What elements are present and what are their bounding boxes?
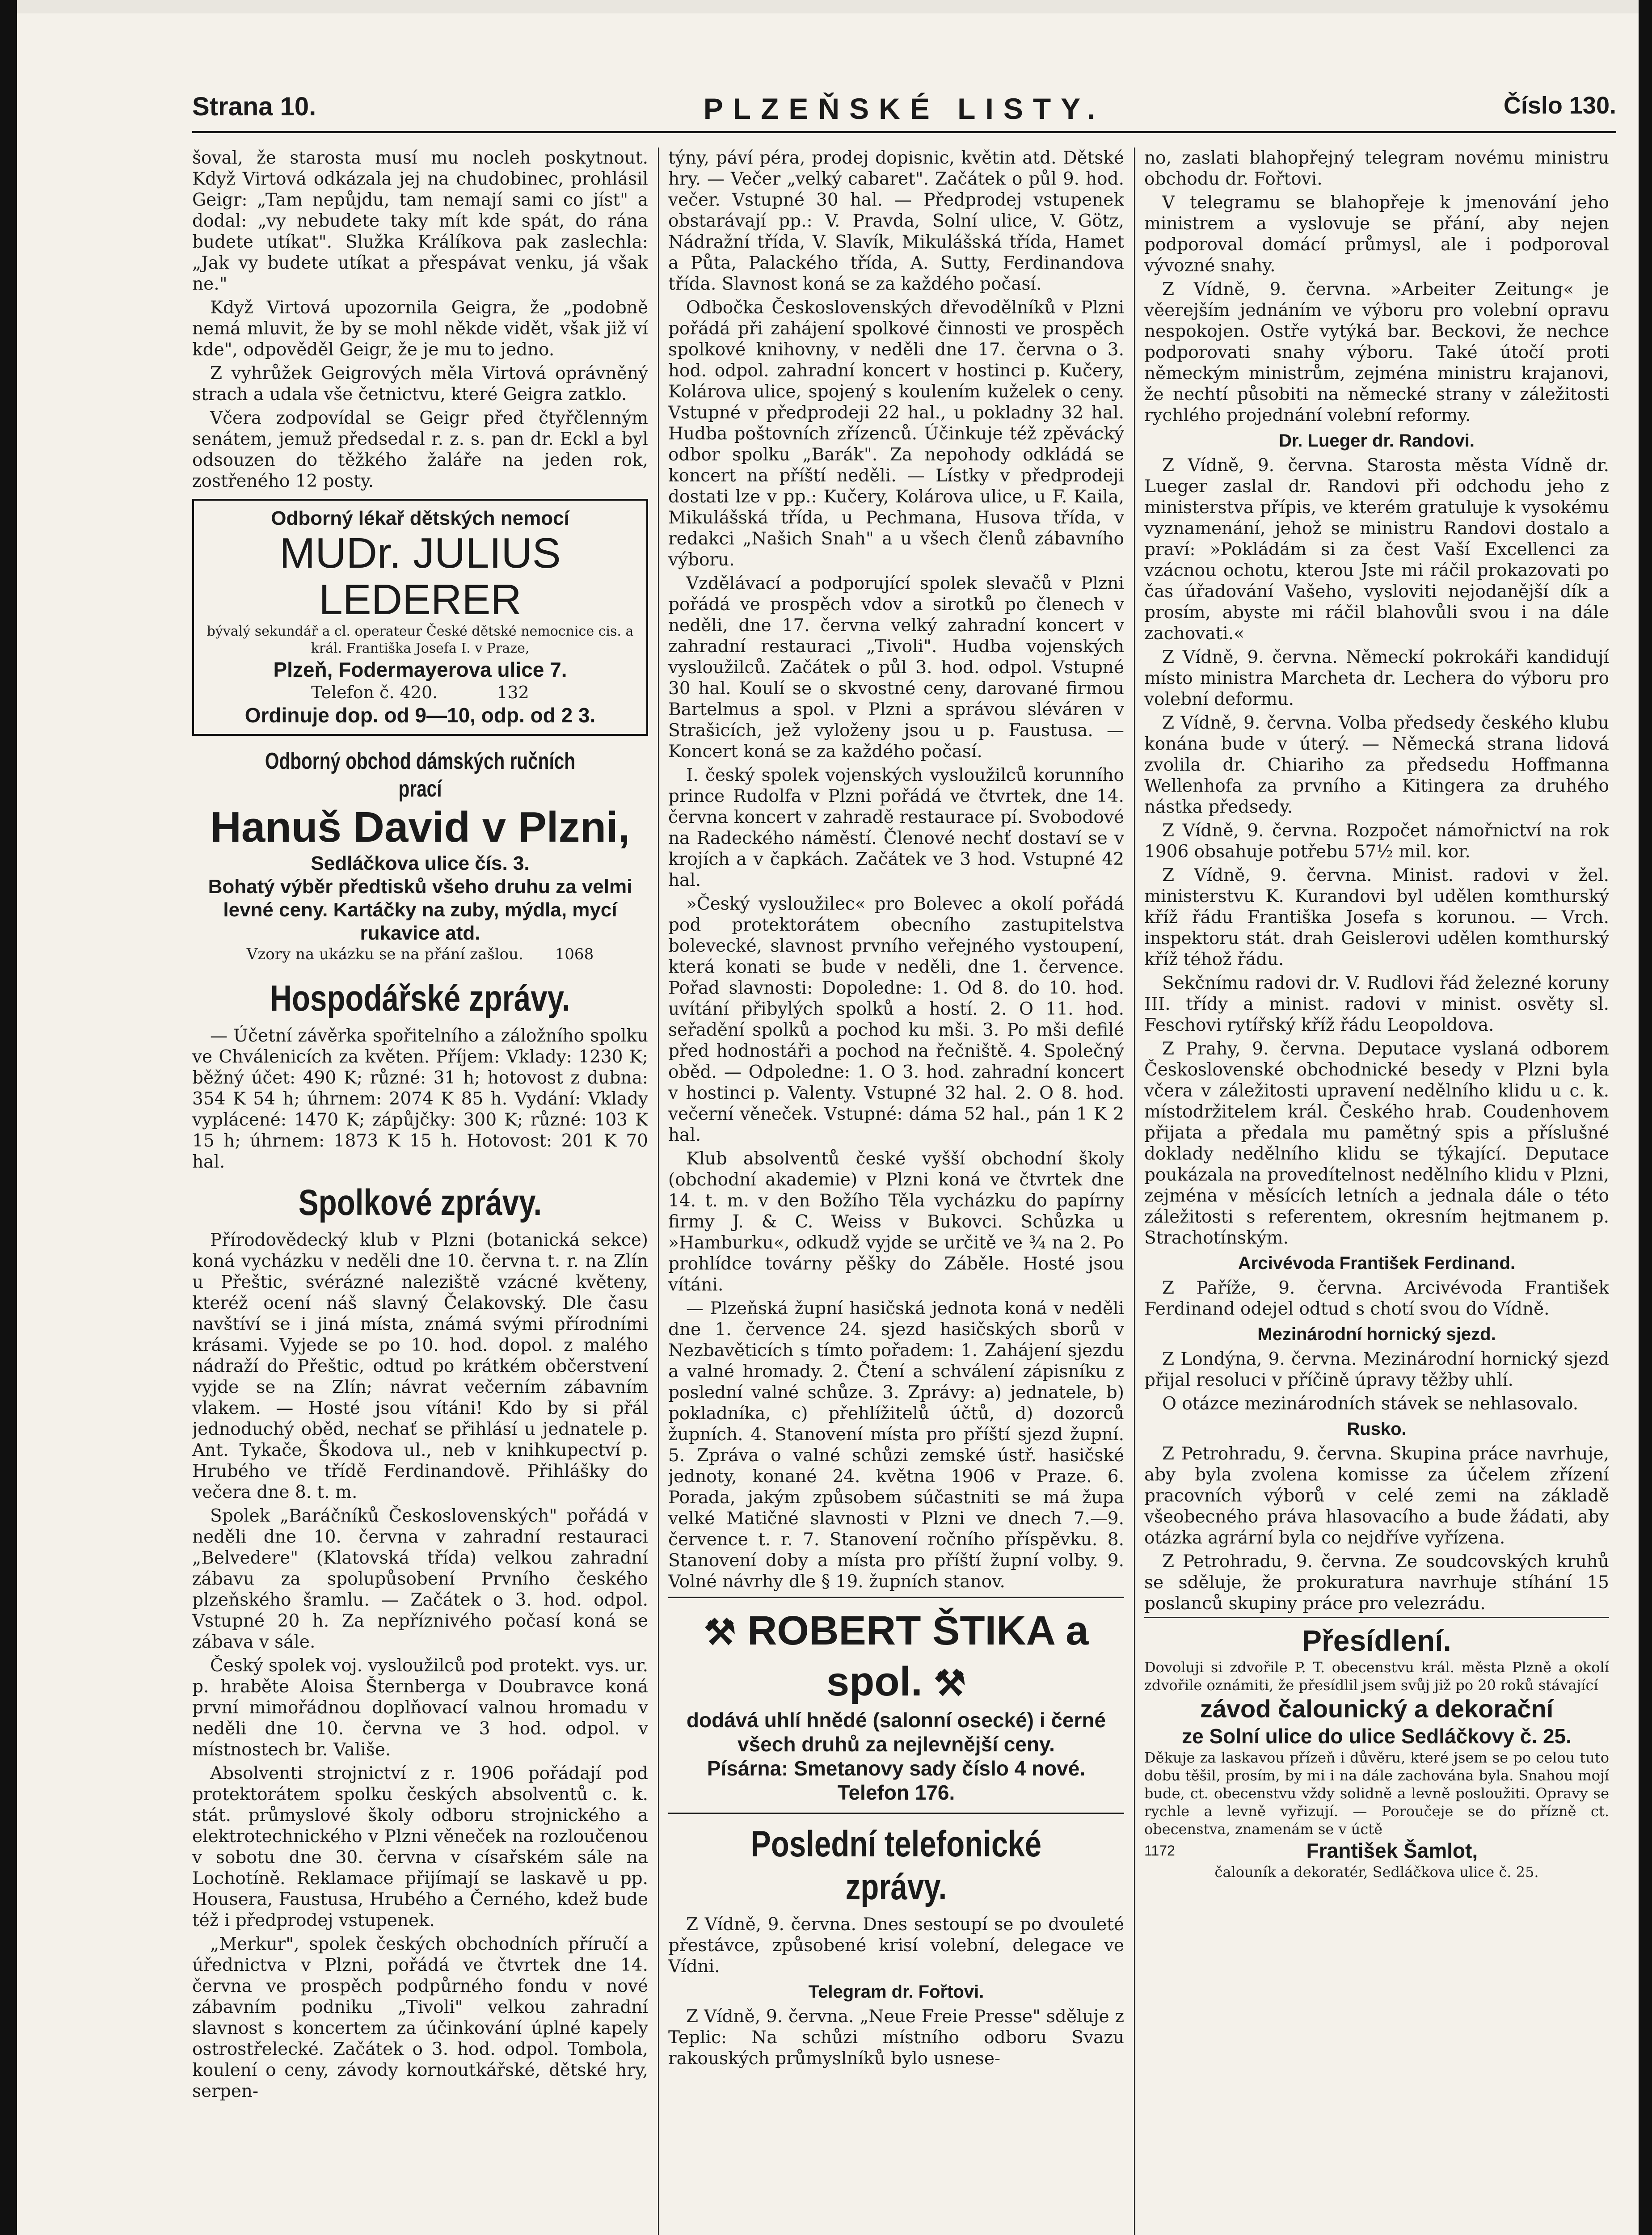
advertisement-stika	[668, 1606, 1124, 1805]
column-divider	[658, 148, 659, 2235]
ad-body: Dovoluji si zdvořile P. T. obecenstvu král. města Plzně a okolí zdvořile oznámiti, že přesídlil jsem svůj již po 20 roků stávající	[1144, 1659, 1609, 1694]
article-paragraph: Z vyhrůžek Geigrových měla Virtová oprávněný strach a udala vše četnictvu, které Geigra zatklo.	[192, 363, 648, 405]
header-rule	[192, 131, 1616, 133]
article-heading: Arcivévoda František Ferdinand.	[1238, 1253, 1516, 1273]
newspaper-title: PLZEŇSKÉ LISTY.	[703, 92, 1105, 125]
column-3	[1144, 148, 1609, 2235]
scan-right-edge	[1639, 0, 1652, 2235]
article-paragraph: — Účetní závěrka spořitelního a záložního spolku ve Chválenicích za květen. Příjem: Vklady: 1230 K; běžný účet: 490 K; různé: 31 h; hotovost z dubna: 354 K 54 h; úhrnem: 2074 K 85 h. Vydání: Vklady vyplácené: 1470 K; zápůjčky: 300 K; různé: 103 K 15 h; úhrnem: 1873 K 15 h. Hotovost: 201 K 70 hal.	[192, 1026, 648, 1172]
article-paragraph: Z Vídně, 9. června. Starosta města Vídně dr. Lueger zaslal dr. Randovi při odchodu jeho z ministerstva přípis, ve kterém gratuluje k vysokému vyznamenání, jehož se ministru Randovi dostalo a praví: »Pokládám si za čest Vaší Excellenci za vzácnou ochotu, kterou Jste mi ráčil prokazovati po čas úřadování Vašeho, vysloviti nejodanější dík a prosím, abyste mi ráčil blahovůli svou i na dále zachovati.«	[1144, 455, 1609, 644]
article-paragraph: Z Petrohradu, 9. června. Skupina práce navrhuje, aby byla zvolena komisse za účelem zřízení pracovních výborů v celé zemi na základě všeobecného práva hlasovacího a bude žádati, aby otázka agrární byla co nejdříve vyřízena.	[1144, 1444, 1609, 1548]
article-paragraph: no, zaslati blahopřejný telegram novému ministru obchodu dr. Fořtovi.	[1144, 148, 1609, 189]
ad-signature-title: čalouník a dekoratér, Sedláčkova ulice č. 25.	[1214, 1864, 1539, 1881]
article-paragraph: Z Vídně, 9. června. Rozpočet námořnictví na rok 1906 obsahuje potřebu 57½ mil. kor.	[1144, 821, 1609, 862]
ad-business: závod čalounický a dekorační	[1200, 1695, 1554, 1723]
article-paragraph: »Český vysloužilec« pro Bolevec a okolí pořádá pod protektorátem obecního zastupitelstva bolevecké, slavnost prvního veřejného vystoupení, která konati se bude v neděli, dne 1. července. Pořad slavnosti: Dopoledne: 1. Od 8. do 10. hod. uvítání přibylých spolků a hostí. 2. O 11. hod. seřadění spolků a pochod ku mši. 3. Po mši defilé před hodnostáři a pochod na řečniště. 4. Společný oběd. — Odpoledne: 1. O 3. hod. zahradní koncert v hostinci p. Valenty. Vstupné 32 hal. 2. O 8. hod. večerní věneček. Vstupné: dáma 52 hal., pán 1 K 2 hal.	[668, 894, 1124, 1145]
divider	[668, 1813, 1124, 1814]
page-header	[192, 92, 1616, 134]
issue-number: Číslo 130.	[1503, 92, 1616, 119]
article-heading: Dr. Lueger dr. Randovi.	[1279, 431, 1475, 451]
article-paragraph: Přírodovědecký klub v Plzni (botanická sekce) koná vycházku v neděli dne 10. června t. r. na Zlín u Přeštic, svérázné naleziště vzácné květeny, kteréž ocení náš slavný Čelakovský. Dle času navštíví se i jiná místa, známá svými přírodními krásami. Vyjede se po 10. hod. dopol. z malého nádraží do Přeštic, odtud po krátkém občerstvení vyjde se na Zlín; návrat večerním zábavním vlakem. — Hosté jsou vítáni! Kdo by si přál jednoduchý oběd, nechať se přihlásí u jednatele p. Ant. Tykače, Škodova ul., neb v knihkupectví p. Hrubého ve třídě Ferdinandově. Přihlášky do večera dne 8. t. m.	[192, 1230, 648, 1502]
advertisement-samlot	[1144, 1617, 1609, 1881]
article-paragraph: „Merkur", spolek českých obchodních příručí a úřednictva v Plzni, pořádá ve čtvrtek dne 14. června ve prospěch podpůrného fondu v nové zábavním podniku „Tivoli" velkou zahradní slavnost s koncertem za účinkování úplné kapely ostrostřelecké. Začátek o 3. hod. odpol. Tombola, koulení o ceny, závody kornoutkářské, dětské hry, serpen-	[192, 1934, 648, 2101]
advertisement-lederer	[192, 499, 648, 736]
article-paragraph: — Plzeňská župní hasičská jednota koná v neděli dne 1. července 24. sjezd hasičských sborů v Nezbavěticích s tímto pořadem: 1. Zahájení sjezdu a valné hromady. 2. Čtení a schválení zápisníku z poslední valné schůze. 3. Zprávy: a) jednatele, b) pokladníka, c) přehlížitelů účtů, d) dozorců župních. 4. Stanovení místa pro příští sjezd župní. 5. Zpráva o valné schůzi zemské ústř. hasičské jednoty, konané 24. května 1906 v Praze. 6. Porada, jakým způsobem súčastniti se má župa velké Matičné slavnosti v Plzni ve dnech 7.—9. července t. r. 7. Stanovení ročního příspěvku. 8. Stanovení doby a místa pro příští župní volby. 9. Volné návrhy dle § 19. župních stanov.	[668, 1299, 1124, 1592]
article-paragraph: Vzdělávací a podporující spolek slevačů v Plzni pořádá ve prospěch vdov a sirotků po členech v neděli, dne 17. června velký zahradní koncert v zahradní restauraci „Tivoli". Hudba vojenských vysloužilců. Začátek o půl 3. hod. odpol. Vstupné 30 hal. Koulí se o skvostné ceny, darované firmou Bartelmus a spol. v Plzni a správou sléváren v Strašicích, jež vyloženy jsou u p. Faustusa. — Koncert koná se za každého počasí.	[668, 574, 1124, 762]
ad-heading: Přesídlení.	[1302, 1624, 1451, 1657]
column-divider	[1134, 148, 1135, 2235]
ad-address: ze Solní ulice do ulice Sedláčkovy č. 25.	[1182, 1725, 1572, 1748]
divider	[668, 1597, 1124, 1598]
ad-code: 1068	[555, 945, 594, 963]
ad-code: 132	[497, 683, 529, 702]
ad-telephone: Telefon č. 420.	[311, 683, 438, 702]
article-paragraph: Z Prahy, 9. června. Deputace vyslaná odborem Československé obchodnické besedy v Plzni byla včera v záležitosti upravení nedělního klidu u c. k. místodržitelem král. Českého hrab. Coudenhovem přijata a předala mu pamětný spis a příslušné doklady nedělního klidu se týkající. Deputace poukázala na provedítelnost nedělního klidu v Plzni, zejména v měsících letních a jednala dále o této záležitosti s referentem, okresním hejtmanem p. Strachotínským.	[1144, 1039, 1609, 1248]
article-heading: Mezinárodní hornický sjezd.	[1257, 1324, 1496, 1344]
article-paragraph: Když Virtová upozornila Geigra, že „podobně nemá mluvit, že by se mohl někde vidět, však již ví kde", odpověděl Geigr, že je mu to jedno.	[192, 298, 648, 360]
article-paragraph: Z Vídně, 9. června. Německí pokrokáři kandidují místo ministra Marcheta dr. Lechera do výboru pro volební deformu.	[1144, 647, 1609, 709]
article-heading: Rusko.	[1347, 1419, 1407, 1439]
article-paragraph: Z Vídně, 9. června. „Neue Freie Presse" sděluje z Teplic: Na schůzi místního odboru Svazu rakouských průmyslníků bylo usnese-	[668, 2007, 1124, 2069]
ad-name: Hanuš David v Plzni,	[210, 803, 630, 851]
page-number: Strana 10.	[192, 92, 316, 121]
article-paragraph: Z Vídně, 9. června. Minist. radovi v žel. ministerstvu K. Kurandovi byl udělen komthurský kříž řádu Františka Josefa s korunou. — Vrch. inspektoru stát. drah Geislerovi udělen komthurský kříž téhož řádu.	[1144, 865, 1609, 970]
scan-left-edge	[0, 0, 17, 2235]
ad-signature: František Šamlot,	[1306, 1839, 1478, 1862]
scan-top-edge	[0, 0, 1652, 13]
ad-body: Děkuje za laskavou přízeň i důvěru, které jsem se po celou tuto dobu těšil, prosím, by mi i na dále zachována byla. Snahou mojí bude, ct. obecenstvu vždy solidně a levně posloužiti. Opravy se rychle a levně vyřizují. — Poroučeje se do přízně ct. obecenstva, znamenám se v úctě	[1144, 1749, 1609, 1838]
ad-description: bývalý sekundář a cl. operateur České dětské nemocnice cis. a král. Františka Josefa I. v Praze,	[206, 624, 634, 656]
hammers-icon: ⚒	[934, 1663, 966, 1703]
hammers-icon: ⚒	[704, 1612, 736, 1652]
article-paragraph: V telegramu se blahopřeje k jmenování jeho ministrem a vyslovuje se přání, aby nejen podporoval domácí průmysl, ale i podporoval vývozné snahy.	[1144, 193, 1609, 276]
ad-body: dodává uhlí hnědé (salonní osecké) i černé všech druhů za nejlevnější ceny.	[686, 1708, 1106, 1756]
article-paragraph: Včera zodpovídal se Geigr před čtyřčlenným senátem, jemuž předsedal r. z. s. pan dr. Eckl a byl odsouzen do těžkého žaláře na jeden rok, zostřeného 12 posty.	[192, 408, 648, 491]
ad-address: Písárna: Smetanovy sady číslo 4 nové.	[707, 1757, 1086, 1780]
article-paragraph: Sekčnímu radovi dr. V. Rudlovi řád železné koruny III. třídy a minist. radovi v minist. osvěty sl. Feschovi rytířský kříž řádu Leopoldova.	[1144, 973, 1609, 1035]
article-paragraph: O otázce mezinárodních stávek se nehlasovalo.	[1162, 1394, 1579, 1414]
section-heading: Spolkové zprávy.	[298, 1182, 542, 1223]
ad-body: Bohatý výběr předtisků všeho druhu za velmi levné ceny. Kartáčky na zuby, mýdla, mycí rukavice atd.	[208, 876, 632, 944]
ad-heading: Odborný obchod dámských ručních prací	[265, 748, 576, 802]
article-paragraph: Odbočka Československých dřevodělníků v Plzni pořádá při zahájení spolkové činnosti ve prospěch spolkové knihovny, v neděli dne 17. června o 3. hod. odpol. zahradní koncert v hostinci p. Kučery, Kolárova ulice, spojený s koulením kuželek o ceny. Vstupné v předprodeji 22 hal., u pokladny 32 hal. Hudba poštovních zřízenců. Účinkuje též zpěvácký odbor spolku „Barák". Za nepohody odkládá se koncert na příští neděli. — Lístky v předprodeji dostati lze v pp.: Kučery, Kolárova ulice, u F. Kaila, Mikulášská třída, u Pechmana, Husova třída, v redakci „Našich Snah" a u všech členů zábavního výboru.	[668, 298, 1124, 570]
article-paragraph: Z Londýna, 9. června. Mezinárodní hornický sjezd přijal resoluci v příčině úpravy těžby uhlí.	[1144, 1349, 1609, 1390]
ad-note: Vzory na ukázku se na přání zašlou.	[246, 945, 523, 963]
column-2	[668, 148, 1124, 2235]
ad-code: 1172	[1144, 1843, 1175, 1859]
ad-address: Plzeň, Fodermayerova ulice 7.	[273, 658, 567, 681]
article-heading: Telegram dr. Fořtovi.	[808, 1982, 984, 2002]
advertisement-david	[192, 743, 648, 968]
section-heading: Hospodářské zprávy.	[270, 978, 570, 1019]
article-paragraph: Z Paříže, 9. června. Arcivévoda František Ferdinand odejel odtud s chotí svou do Vídně.	[1144, 1278, 1609, 1319]
article-paragraph: I. český spolek vojenských vysloužilců korunního prince Rudolfa v Plzni pořádá ve čtvrtek, dne 14. června koncert v zahradě restaurace pí. Svobodové na Radeckého náměstí. Členové nechť dostaví se v krojích a v čapkách. Začátek ve 3 hod. Vstupné 42 hal.	[668, 765, 1124, 890]
ad-hours: Ordinuje dop. od 9—10, odp. od 2 3.	[244, 704, 596, 727]
article-paragraph: Z Petrohradu, 9. června. Ze soudcovských kruhů se sděluje, že prokuratura navrhuje stíhání 15 poslanců skupiny práce pro velezrádu.	[1144, 1552, 1609, 1614]
ad-telephone: Telefon 176.	[837, 1781, 955, 1804]
article-paragraph: Z Vídně, 9. června. »Arbeiter Zeitung« je věerejším jednáním ve výboru pro volební opravu nespokojen. Ostře vytýká bar. Beckovi, že nechce podporovati snahy výboru. Také útočí proti německým ministrům, zejména ministru krajanovi, že nechtí působiti na německé strany v záležitosti rychlého projednání volební reformy.	[1144, 279, 1609, 426]
article-paragraph: Z Vídně, 9. června. Dnes sestoupí se po dvouleté přestávce, způsobené krisí volební, delegace ve Vídni.	[668, 1915, 1124, 1977]
ad-heading: Odborný lékař dětských nemocí	[271, 507, 569, 529]
section-heading: Poslední telefonické zprávy.	[750, 1824, 1042, 1907]
article-paragraph: Z Vídně, 9. června. Volba předsedy českého klubu konána bude v úterý. — Německá strana lidová zvolila dr. Chiariho za předsedu Hoffmanna Wellenhofa za prvního a Kitingera za druhého nástka předsedy.	[1144, 713, 1609, 817]
ad-name: MUDr. JULIUS LEDERER	[279, 529, 561, 624]
article-paragraph: Absolventi strojnictví z r. 1906 pořádají pod protektorátem spolku českých absolventů c. k. stát. průmyslové školy odboru strojnického a elektrotechnického v Plzni věneček na rozloučenou v sobotu dne 30. června v císařském sále na Lochotíně. Reklamace přijímají se laskavě u pp. Housera, Faustusa, Hrubého a Černého, kdež bude též i předprodej vstupenek.	[192, 1763, 648, 1931]
ad-name: ROBERT ŠTIKA a spol.	[747, 1608, 1089, 1704]
article-paragraph: Spolek „Baráčníků Československých" pořádá v neděli dne 10. června v zahradní restauraci „Belvedere" (Klatovská třída) velkou zahradní zábavu za spolupůsobení Prvního českého plzeňského šramlu. — Začátek o 3. hod. odpol. Vstupné 20 h. Za nepříznivého počasí koná se zábava v sále.	[192, 1506, 648, 1652]
ad-address: Sedláčkova ulice čís. 3.	[311, 852, 530, 874]
article-paragraph: Český spolek voj. vysloužilců pod protekt. vys. ur. p. hraběte Aloisa Šternberga v Doubravce koná první mimořádnou doplňovací valnou hromadu v neděli dne 10. června ve 3 hod. odpol. v místnostech br. Vališe.	[192, 1656, 648, 1760]
article-paragraph: Klub absolventů české vyšší obchodní školy (obchodní akademie) v Plzni koná ve čtvrtek dne 14. t. m. v den Božího Těla vycházku do papírny firmy J. & C. Weiss v Bukovci. Schůzka u »Hamburku«, odkudž vyjde se určitě ve ¾ na 2. Po prohlídce továrny pěšky do Záběle. Hosté jsou vítáni.	[668, 1149, 1124, 1295]
article-paragraph: týny, páví péra, prodej dopisnic, květin atd. Dětské hry. — Večer „velký cabaret". Začátek o půl 9. hod. večer. Vstupné 30 hal. — Předprodej vstupenek obstarávají pp.: V. Pravda, Solní ulice, V. Götz, Nádražní třída, V. Slavík, Mikulášská třída, Hamet a Půta, Palackého třída, A. Sutty, Ferdinandova třída. Slavnost koná se za každého počasí.	[668, 148, 1124, 294]
column-1	[192, 148, 648, 2235]
article-paragraph: šoval, že starosta musí mu nocleh poskytnout. Když Virtová odkázala jej na chudobinec, prohlásil Geigr: „Tam nepůjdu, tam nemají sami co jíst" a dodal: „vy nebudete taky mít kde spát, do rána budete utíkat". Služka Králíkova pak zaslechla: „Jak vy budete utíkat a přespávat venku, já však ne."	[192, 148, 648, 294]
